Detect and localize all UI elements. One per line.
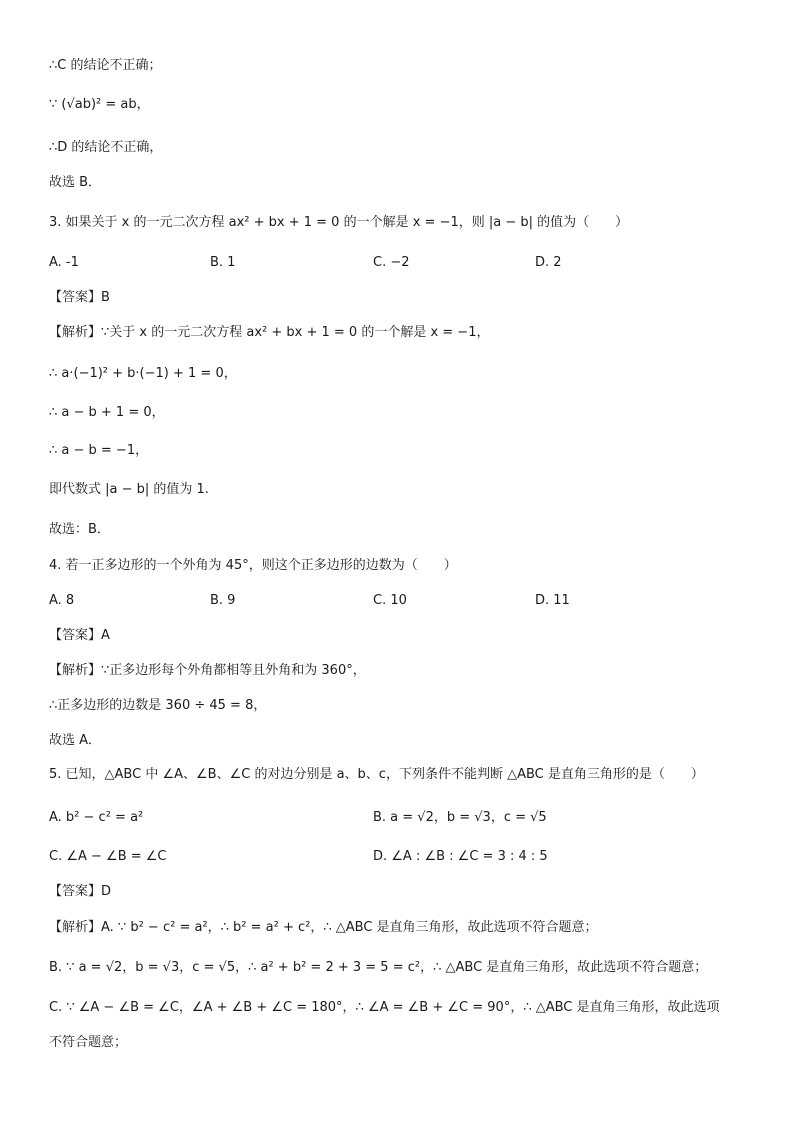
q4-option-b: B. 9: [210, 593, 236, 608]
q5-explanation-c-cont: 不符合题意；: [49, 1035, 128, 1050]
q4-explanation-2: ∴正多边形的边数是 360 ÷ 45 = 8，: [49, 698, 267, 713]
q5-option-a: A. b² − c² = a²: [49, 810, 144, 825]
q5-answer: 【答案】D: [49, 884, 112, 899]
solution-line-choose-b: 故选 B．: [49, 175, 102, 190]
solution-line-c-incorrect: ∴C 的结论不正确；: [49, 58, 162, 73]
q3-answer: 【答案】B: [49, 290, 110, 305]
q5-option-c: C. ∠A − ∠B = ∠C: [49, 849, 167, 864]
question-5: 5. 已知，△ABC 中 ∠A、∠B、∠C 的对边分别是 a、b、c，下列条件不能判断 △ABC 是直角三角形的是（ ）: [49, 767, 704, 782]
q5-explanation-a: 【解析】A. ∵ b² − c² = a²，∴ b² = a² + c²，∴ △ABC 是直角三角形，故此选项不符合题意；: [49, 920, 598, 935]
q4-option-d: D. 11: [535, 593, 570, 608]
q3-option-b: B. 1: [210, 255, 236, 270]
q4-option-c: C. 10: [373, 593, 407, 608]
question-3: 3. 如果关于 x 的一元二次方程 ax² + bx + 1 = 0 的一个解是 x = −1，则 |a − b| 的值为（ ）: [49, 215, 629, 230]
q3-option-a: A. -1: [49, 255, 79, 270]
q3-option-c: C. −2: [373, 255, 410, 270]
q5-explanation-b: B. ∵ a = √2，b = √3，c = √5，∴ a² + b² = 2 + 3 = 5 = c²，∴ △ABC 是直角三角形，故此选项不符合题意；: [49, 960, 708, 975]
q3-explanation-1: 【解析】∵关于 x 的一元二次方程 ax² + bx + 1 = 0 的一个解是 x = −1，: [49, 325, 490, 340]
q3-explanation-5: 即代数式 |a − b| 的值为 1.: [49, 482, 209, 497]
q3-explanation-2: ∴ a·(−1)² + b·(−1) + 1 = 0，: [49, 366, 237, 381]
q4-explanation-3: 故选 A．: [49, 733, 102, 748]
q4-answer: 【答案】A: [49, 628, 110, 643]
q5-option-b: B. a = √2，b = √3，c = √5: [373, 810, 547, 825]
question-4: 4. 若一正多边形的一个外角为 45°，则这个正多边形的边数为（ ）: [49, 558, 457, 573]
q3-explanation-4: ∴ a − b = −1，: [49, 443, 149, 458]
q4-option-a: A. 8: [49, 593, 75, 608]
solution-line-d-incorrect: ∴D 的结论不正确，: [49, 140, 163, 155]
q3-option-d: D. 2: [535, 255, 562, 270]
q4-explanation-1: 【解析】∵正多边形每个外角都相等且外角和为 360°，: [49, 663, 366, 678]
q3-explanation-6: 故选：B．: [49, 522, 110, 537]
q5-option-d: D. ∠A : ∠B : ∠C = 3 : 4 : 5: [373, 849, 548, 864]
solution-line-sqrt-ab: ∵ (√ab)² = ab，: [49, 97, 150, 112]
q5-explanation-c: C. ∵ ∠A − ∠B = ∠C，∠A + ∠B + ∠C = 180°，∴ ∠A = ∠B + ∠C = 90°，∴ △ABC 是直角三角形，故此选项: [49, 1000, 720, 1015]
q3-explanation-3: ∴ a − b + 1 = 0，: [49, 405, 165, 420]
